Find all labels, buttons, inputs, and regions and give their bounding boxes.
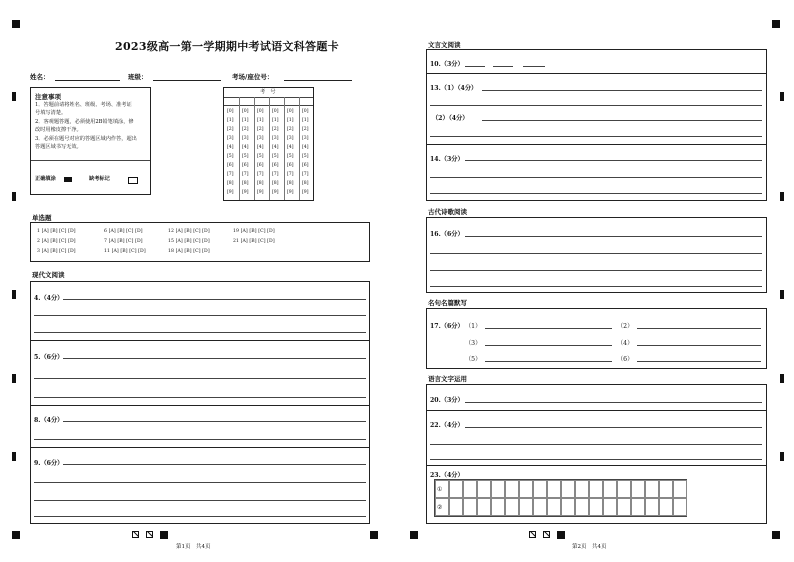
question-5-label: 5.（6分） <box>34 354 64 361</box>
question-divider <box>427 144 766 145</box>
mcq-question-options[interactable]: 7 [A] [B] [C] [D] <box>104 239 143 244</box>
exam-digit-bubble[interactable]: [1] <box>257 118 264 123</box>
poetry-answer-box <box>426 217 767 293</box>
exam-digit-bubble[interactable]: [7] <box>302 172 309 177</box>
exam-grid-divider <box>239 97 240 200</box>
writing-cell[interactable] <box>603 480 617 498</box>
character-grid[interactable] <box>434 479 687 517</box>
writing-cell[interactable] <box>645 480 659 498</box>
exam-digit-bubble[interactable]: [2] <box>227 127 234 132</box>
answer-line[interactable] <box>430 253 762 254</box>
exam-digit-bubble[interactable]: [5] <box>242 154 249 159</box>
seat-label: 考场/座位号： <box>232 73 274 81</box>
timing-mark <box>780 192 784 201</box>
timing-mark <box>780 452 784 461</box>
dictation-answer-box <box>426 308 767 369</box>
page-marker <box>557 531 565 539</box>
mcq-question-options[interactable]: 15 [A] [B] [C] [D] <box>168 239 210 244</box>
page-2-footer: 第2页 共4页 <box>572 544 607 550</box>
exam-digit-bubble[interactable]: [4] <box>272 145 279 150</box>
exam-digit-bubble[interactable]: [1] <box>272 118 279 123</box>
mcq-question-options[interactable]: 2 [A] [B] [C] [D] <box>37 239 76 244</box>
exam-digit-bubble[interactable]: [9] <box>302 190 309 195</box>
exam-digit-bubble[interactable]: [6] <box>227 163 234 168</box>
page-title: 2023级高一第一学期期中考试语文科答题卡 <box>115 40 339 53</box>
answer-line[interactable] <box>34 378 366 379</box>
mcq-question-options[interactable]: 3 [A] [B] [C] [D] <box>37 249 76 254</box>
answer-line[interactable] <box>34 439 366 440</box>
exam-digit-bubble[interactable]: [1] <box>242 118 249 123</box>
writing-cell[interactable] <box>477 498 491 516</box>
exam-digit-bubble[interactable]: [7] <box>287 172 294 177</box>
writing-cell[interactable] <box>575 498 589 516</box>
writing-cell[interactable] <box>505 498 519 516</box>
answer-line[interactable] <box>485 328 612 329</box>
corner-mark <box>772 531 780 539</box>
exam-digit-bubble[interactable]: [6] <box>272 163 279 168</box>
timing-mark <box>780 92 784 101</box>
exam-digit-bubble[interactable]: [3] <box>227 136 234 141</box>
timing-mark <box>12 92 16 101</box>
exam-digit-bubble[interactable]: [0] <box>287 109 294 114</box>
answer-line[interactable] <box>465 402 762 403</box>
corner-mark <box>12 531 20 539</box>
exam-digit-bubble[interactable]: [4] <box>257 145 264 150</box>
exam-digit-bubble[interactable]: [7] <box>227 172 234 177</box>
answer-line[interactable] <box>63 299 366 300</box>
writing-cell[interactable] <box>533 480 547 498</box>
writing-cell[interactable] <box>631 498 645 516</box>
answer-line[interactable] <box>430 177 762 178</box>
writing-cell[interactable] <box>477 480 491 498</box>
exam-digit-bubble[interactable]: [6] <box>302 163 309 168</box>
corner-mark <box>12 20 20 28</box>
exam-number-header: 考 号 <box>260 89 276 95</box>
exam-grid-divider <box>269 97 270 200</box>
exam-digit-bubble[interactable]: [5] <box>227 154 234 159</box>
writing-cell[interactable] <box>547 480 561 498</box>
exam-digit-bubble[interactable]: [0] <box>272 109 279 114</box>
question-13-2-label: （2）（4分） <box>432 115 469 122</box>
answer-line[interactable] <box>482 90 762 91</box>
row-mark-2: ② <box>437 504 443 511</box>
page-marker <box>543 531 550 538</box>
missing-mark-box[interactable] <box>128 177 138 184</box>
classical-section-title: 文言文阅读 <box>428 41 461 49</box>
question-divider <box>427 73 766 74</box>
mcq-question-options[interactable]: 6 [A] [B] [C] [D] <box>104 229 143 234</box>
exam-digit-bubble[interactable]: [3] <box>257 136 264 141</box>
timing-mark <box>12 452 16 461</box>
exam-digit-bubble[interactable]: [9] <box>227 190 234 195</box>
answer-line[interactable] <box>430 286 762 287</box>
answer-line[interactable] <box>34 397 366 398</box>
seat-field[interactable] <box>284 71 352 81</box>
question-16-label: 16.（6分） <box>430 231 464 238</box>
corner-mark <box>772 20 780 28</box>
notice-title: 注意事项 <box>35 93 61 101</box>
answer-line[interactable] <box>430 444 762 445</box>
notice-line: 答题区域书写无效。 <box>35 144 82 150</box>
question-17-label: 17.（6分） <box>430 323 464 330</box>
exam-digit-bubble[interactable]: [2] <box>287 127 294 132</box>
writing-cell[interactable] <box>561 480 575 498</box>
name-field[interactable] <box>55 71 120 81</box>
modern-answer-box <box>30 281 370 524</box>
exam-grid-divider <box>254 97 255 200</box>
answer-line[interactable] <box>63 464 366 465</box>
dictation-item-4: （4） <box>617 340 634 347</box>
answer-line[interactable] <box>637 361 761 362</box>
question-4-label: 4.（4分） <box>34 295 64 302</box>
notice-box <box>30 87 151 195</box>
exam-digit-bubble[interactable]: [4] <box>302 145 309 150</box>
writing-cell[interactable] <box>463 480 477 498</box>
exam-digit-bubble[interactable]: [5] <box>272 154 279 159</box>
writing-cell[interactable] <box>589 498 603 516</box>
page-marker <box>146 531 153 538</box>
dictation-item-5: （5） <box>465 356 482 363</box>
dictation-section-title: 名句名篇默写 <box>428 299 467 307</box>
exam-digit-bubble[interactable]: [4] <box>242 145 249 150</box>
timing-mark <box>12 192 16 201</box>
writing-cell[interactable] <box>645 498 659 516</box>
question-8-label: 8.（4分） <box>34 417 64 424</box>
answer-line[interactable] <box>63 421 366 422</box>
exam-digit-bubble[interactable]: [0] <box>302 109 309 114</box>
language-answer-box <box>426 384 767 524</box>
answer-line[interactable] <box>465 160 762 161</box>
dictation-item-6: （6） <box>617 356 634 363</box>
exam-digit-bubble[interactable]: [2] <box>302 127 309 132</box>
exam-digit-bubble[interactable]: [4] <box>227 145 234 150</box>
modern-section-title: 现代文阅读 <box>32 271 65 279</box>
exam-digit-bubble[interactable]: [8] <box>257 181 264 186</box>
writing-cell[interactable] <box>575 480 589 498</box>
writing-cell[interactable] <box>463 498 477 516</box>
answer-line[interactable] <box>430 193 762 194</box>
answer-line[interactable] <box>637 345 761 346</box>
writing-cell[interactable] <box>449 480 463 498</box>
dictation-item-3: （3） <box>465 340 482 347</box>
answer-blank[interactable] <box>493 66 513 67</box>
class-label: 班级： <box>128 73 148 81</box>
writing-cell[interactable] <box>449 498 463 516</box>
writing-cell[interactable] <box>491 480 505 498</box>
question-23-label: 23.（4分） <box>430 472 464 479</box>
answer-line[interactable] <box>34 516 366 517</box>
exam-digit-bubble[interactable]: [5] <box>257 154 264 159</box>
exam-digit-bubble[interactable]: [2] <box>272 127 279 132</box>
answer-line[interactable] <box>485 345 612 346</box>
correct-fill-label: 正确填涂 <box>35 176 56 182</box>
notice-divider <box>31 160 150 161</box>
exam-digit-bubble[interactable]: [3] <box>287 136 294 141</box>
answer-line[interactable] <box>34 332 366 333</box>
writing-cell[interactable] <box>519 480 533 498</box>
question-20-label: 20.（3分） <box>430 397 464 404</box>
answer-line[interactable] <box>482 120 762 121</box>
writing-cell[interactable] <box>659 498 673 516</box>
exam-digit-bubble[interactable]: [8] <box>272 181 279 186</box>
exam-digit-bubble[interactable]: [0] <box>257 109 264 114</box>
timing-mark <box>12 374 16 383</box>
exam-digit-bubble[interactable]: [9] <box>287 190 294 195</box>
mcq-question-options[interactable]: 11 [A] [B] [C] [D] <box>104 249 146 254</box>
timing-mark <box>780 290 784 299</box>
missing-mark-label: 缺考标记 <box>89 176 110 182</box>
writing-cell[interactable] <box>673 498 687 516</box>
dictation-item-1: （1） <box>465 323 482 330</box>
exam-digit-bubble[interactable]: [9] <box>257 190 264 195</box>
answer-line[interactable] <box>465 236 762 237</box>
exam-grid-divider <box>299 97 300 200</box>
exam-number-grid <box>223 87 314 201</box>
mcq-question-options[interactable]: 19 [A] [B] [C] [D] <box>233 229 275 234</box>
answer-line[interactable] <box>34 500 366 501</box>
page-marker <box>132 531 139 538</box>
question-divider <box>427 465 766 466</box>
timing-mark <box>12 290 16 299</box>
answer-line[interactable] <box>34 315 366 316</box>
exam-digit-bubble[interactable]: [2] <box>242 127 249 132</box>
question-divider <box>427 410 766 411</box>
mcq-question-options[interactable]: 18 [A] [B] [C] [D] <box>168 249 210 254</box>
exam-digit-bubble[interactable]: [2] <box>257 127 264 132</box>
exam-digit-bubble[interactable]: [7] <box>242 172 249 177</box>
answer-line[interactable] <box>637 328 761 329</box>
question-22-label: 22.（4分） <box>430 422 464 429</box>
mcq-question-options[interactable]: 21 [A] [B] [C] [D] <box>233 239 275 244</box>
notice-line: 3．必须在题号对应的答题区域内作答，超出 <box>35 136 137 142</box>
question-divider <box>31 447 369 448</box>
writing-cell[interactable] <box>617 480 631 498</box>
question-divider <box>31 340 369 341</box>
question-13-1-label: 13.（1）（4分） <box>430 85 478 92</box>
mcq-box <box>30 222 370 262</box>
writing-cell[interactable] <box>547 498 561 516</box>
question-divider <box>31 405 369 406</box>
writing-cell[interactable] <box>533 498 547 516</box>
question-10-label: 10.（3分） <box>430 61 464 68</box>
exam-digit-bubble[interactable]: [5] <box>287 154 294 159</box>
answer-line[interactable] <box>430 459 762 460</box>
exam-digit-bubble[interactable]: [1] <box>302 118 309 123</box>
exam-digit-bubble[interactable]: [3] <box>302 136 309 141</box>
answer-line[interactable] <box>34 482 366 483</box>
writing-cell[interactable] <box>561 498 575 516</box>
exam-digit-bubble[interactable]: [6] <box>257 163 264 168</box>
name-label: 姓名： <box>30 73 50 81</box>
correct-fill-sample <box>64 177 72 182</box>
exam-digit-bubble[interactable]: [5] <box>302 154 309 159</box>
corner-mark <box>370 531 378 539</box>
question-9-label: 9.（6分） <box>34 460 64 467</box>
exam-grid-divider <box>284 97 285 200</box>
exam-digit-bubble[interactable]: [7] <box>272 172 279 177</box>
answer-line[interactable] <box>430 136 762 137</box>
answer-line[interactable] <box>430 270 762 271</box>
mcq-section-title: 单选题 <box>32 214 52 222</box>
exam-digit-bubble[interactable]: [8] <box>242 181 249 186</box>
exam-digit-bubble[interactable]: [0] <box>227 109 234 114</box>
exam-digit-bubble[interactable]: [4] <box>287 145 294 150</box>
poetry-section-title: 古代诗歌阅读 <box>428 208 467 216</box>
page-1-footer: 第1页 共4页 <box>176 544 211 550</box>
exam-digit-bubble[interactable]: [6] <box>242 163 249 168</box>
page-marker <box>160 531 168 539</box>
writing-cell[interactable] <box>631 480 645 498</box>
answer-line[interactable] <box>485 361 612 362</box>
mcq-question-options[interactable]: 12 [A] [B] [C] [D] <box>168 229 210 234</box>
exam-digit-bubble[interactable]: [8] <box>287 181 294 186</box>
answer-line[interactable] <box>465 427 762 428</box>
exam-digit-bubble[interactable]: [9] <box>272 190 279 195</box>
answer-blank[interactable] <box>523 66 545 67</box>
class-field[interactable] <box>153 71 221 81</box>
question-14-label: 14.（3分） <box>430 156 464 163</box>
writing-cell[interactable] <box>659 480 673 498</box>
row-mark-1: ① <box>437 486 443 493</box>
exam-digit-bubble[interactable]: [9] <box>242 190 249 195</box>
exam-digit-bubble[interactable]: [1] <box>227 118 234 123</box>
writing-cell[interactable] <box>491 498 505 516</box>
answer-line[interactable] <box>430 105 762 106</box>
notice-line: 改时用橡皮擦干净。 <box>35 127 82 133</box>
writing-cell[interactable] <box>603 498 617 516</box>
exam-digit-bubble[interactable]: [6] <box>287 163 294 168</box>
writing-cell[interactable] <box>617 498 631 516</box>
mcq-question-options[interactable]: 1 [A] [B] [C] [D] <box>37 229 76 234</box>
notice-line: 号填写清楚。 <box>35 110 67 116</box>
exam-digit-bubble[interactable]: [8] <box>302 181 309 186</box>
answer-line[interactable] <box>63 358 366 359</box>
exam-digit-bubble[interactable]: [8] <box>227 181 234 186</box>
exam-digit-bubble[interactable]: [3] <box>242 136 249 141</box>
classical-answer-box <box>426 49 767 201</box>
exam-digit-bubble[interactable]: [1] <box>287 118 294 123</box>
writing-cell[interactable] <box>505 480 519 498</box>
dictation-item-2: （2） <box>617 323 634 330</box>
exam-digit-bubble[interactable]: [0] <box>242 109 249 114</box>
writing-cell[interactable] <box>673 480 687 498</box>
corner-mark <box>410 531 418 539</box>
writing-cell[interactable] <box>519 498 533 516</box>
exam-digit-bubble[interactable]: [3] <box>272 136 279 141</box>
page-marker <box>529 531 536 538</box>
timing-mark <box>780 374 784 383</box>
language-section-title: 语言文字运用 <box>428 375 467 383</box>
writing-cell[interactable] <box>589 480 603 498</box>
answer-blank[interactable] <box>465 66 485 67</box>
exam-digit-bubble[interactable]: [7] <box>257 172 264 177</box>
notice-line: 1．答题前请将姓名、班级、考场、准考证 <box>35 102 132 108</box>
notice-line: 2．客观题答题，必须使用2B铅笔填涂，修 <box>35 119 134 125</box>
